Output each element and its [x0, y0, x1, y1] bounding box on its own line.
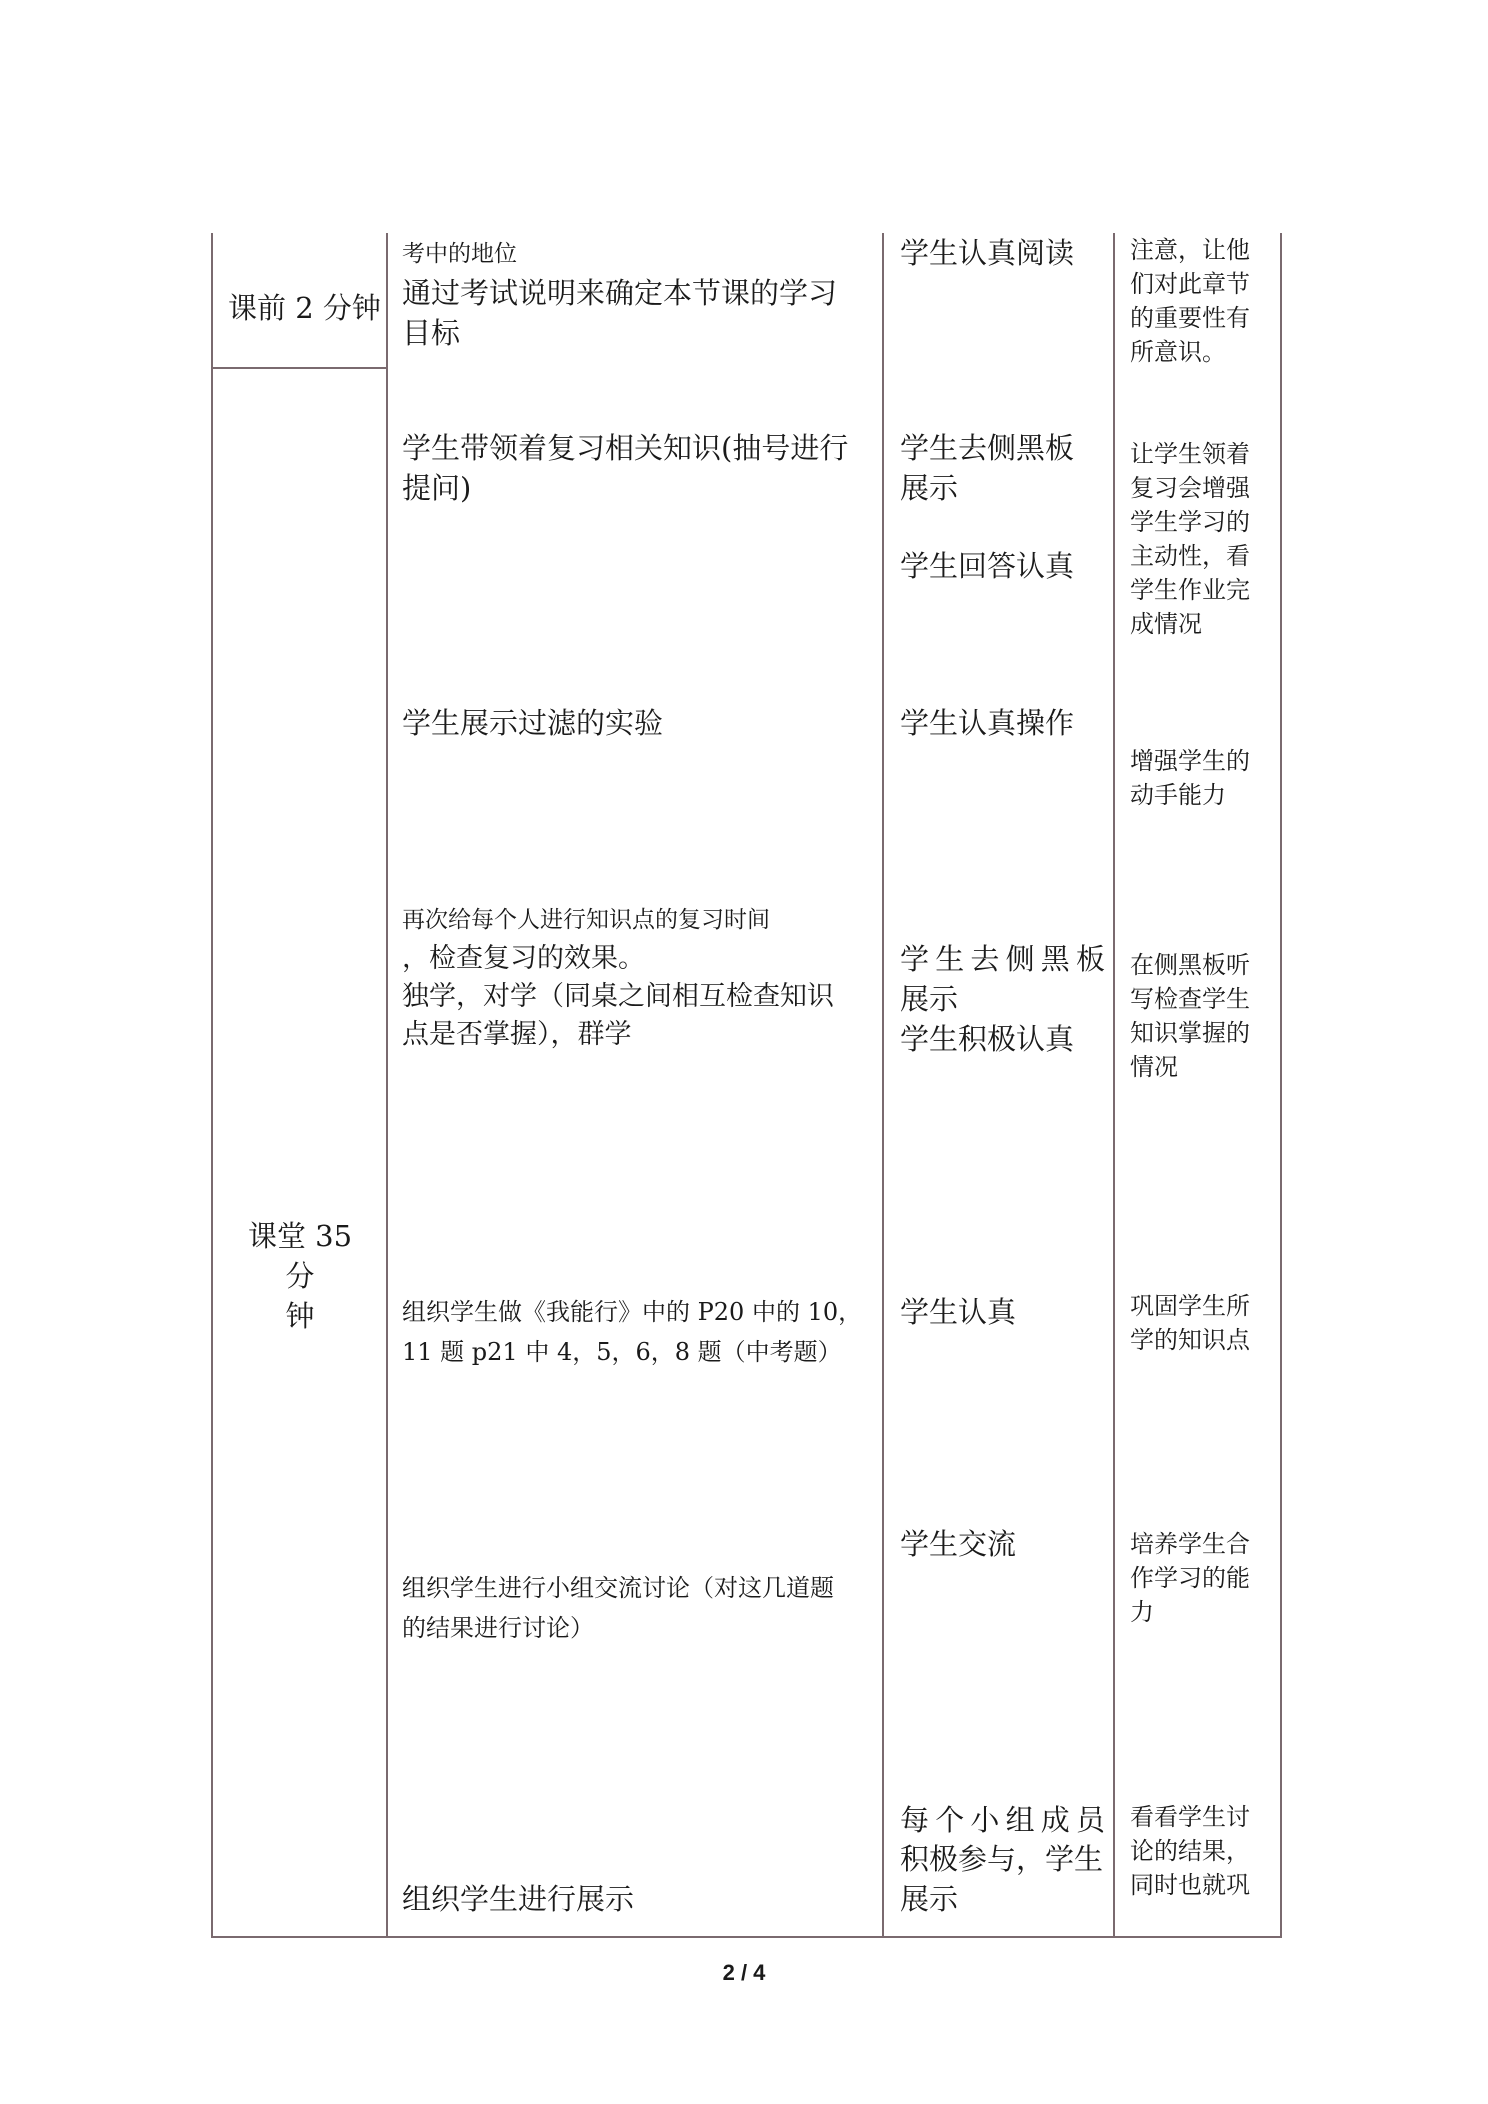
- row-divider: [211, 367, 387, 369]
- student-activity-text: 展示 学生积极认真: [900, 982, 1075, 1056]
- student-activity-text: 学生认真操作: [900, 706, 1075, 740]
- teacher-activity-text: 组织学生进行小组交流讨论（对这几道题 的结果进行讨论）: [402, 1574, 834, 1642]
- student-activity-text: 学生交流: [900, 1527, 1017, 1561]
- student-activity-text: 学生去侧黑板 展示: [900, 431, 1075, 505]
- table-border-bottom: [211, 1936, 1282, 1938]
- teacher-activity-text: 组织学生进行展示: [402, 1882, 635, 1916]
- teacher-activity-text: ，检查复习的效果。 独学，对学（同桌之间相互检查知识 点是否掌握），群学: [402, 943, 834, 1050]
- table-border-right: [1280, 233, 1282, 1937]
- purpose-text: 巩固学生所 学的知识点: [1130, 1292, 1250, 1354]
- student-activity-text: 学生回答认真: [900, 549, 1075, 583]
- purpose-text: 在侧黑板听 写检查学生 知识掌握的 情况: [1130, 951, 1250, 1081]
- purpose-text: 让学生领着 复习会增强 学生学习的 主动性，看 学生作业完 成情况: [1130, 440, 1250, 638]
- time-cell-pre-class: 课前 2 分钟: [228, 291, 381, 325]
- student-activity-text: 学生认真阅读: [900, 236, 1075, 270]
- time-cell-in-class: 课堂 35 分 钟: [247, 1219, 353, 1333]
- student-activity-text: 学生认真: [900, 1295, 1017, 1329]
- teacher-activity-text: 学生展示过滤的实验: [402, 706, 664, 740]
- teacher-activity-text: 学生带领着复习相关知识(抽号进行 提问): [402, 431, 849, 505]
- table-divider-1: [386, 233, 388, 1937]
- teacher-activity-text: 考中的地位: [402, 241, 517, 267]
- purpose-text: 看看学生讨 论的结果， 同时也就巩: [1130, 1803, 1250, 1899]
- teacher-activity-text: 组织学生做《我能行》中的 P20 中的 10， 11 题 p21 中 4，5，6，8 题（中考题）: [402, 1298, 863, 1366]
- purpose-text: 增强学生的 动手能力: [1130, 747, 1250, 809]
- teacher-activity-text: 通过考试说明来确定本节课的学习 目标: [402, 276, 838, 350]
- page-number: 2 / 4: [722, 1960, 766, 1985]
- table-border-left: [211, 233, 213, 1937]
- student-activity-text: 学生去侧黑板: [900, 942, 1105, 976]
- purpose-text: 注意，让他 们对此章节 的重要性有 所意识。: [1130, 236, 1250, 366]
- student-activity-text: 积极参与，学生 展示: [900, 1842, 1104, 1916]
- purpose-text: 培养学生合 作学习的能 力: [1130, 1530, 1250, 1626]
- student-activity-text: 每个小组成员: [900, 1803, 1105, 1837]
- teacher-activity-text: 再次给每个人进行知识点的复习时间: [402, 907, 770, 933]
